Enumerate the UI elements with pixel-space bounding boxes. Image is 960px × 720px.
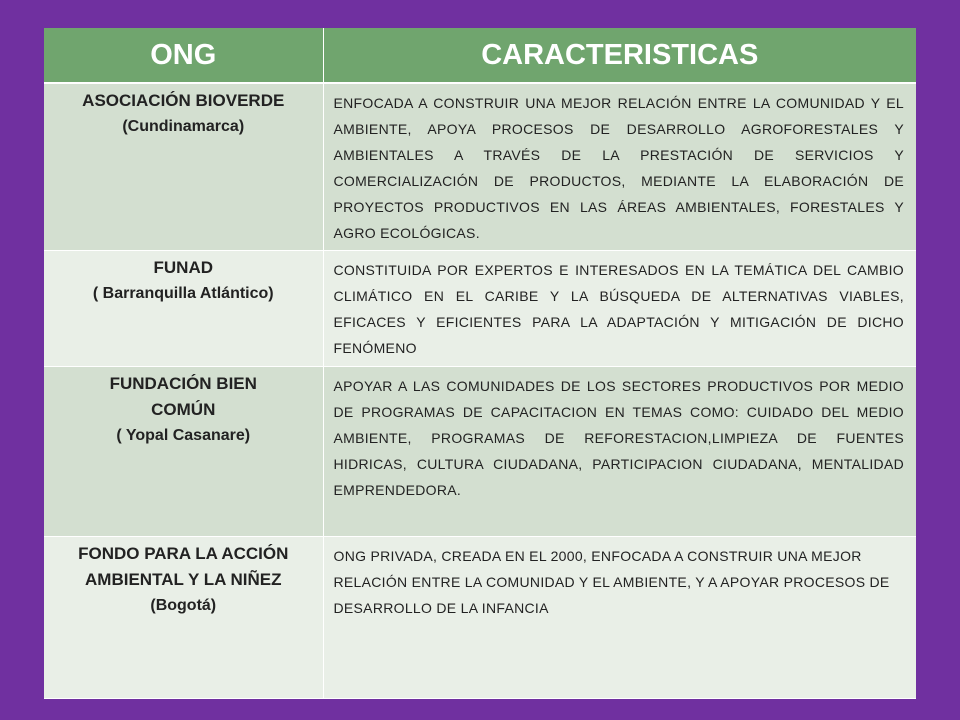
ong-name-cell xyxy=(44,83,323,251)
ong-location: ( Yopal Casanare) xyxy=(116,427,251,444)
ong-name-cell xyxy=(44,367,323,537)
ong-name: FUNDACIÓN BIEN xyxy=(109,374,257,393)
ong-location: (Bogotá) xyxy=(150,597,217,614)
ong-name: AMBIENTAL Y LA NIÑEZ xyxy=(85,570,282,589)
ong-description: CONSTITUIDA POR EXPERTOS E INTERESADOS EN LA TEMÁTICA DEL CAMBIO CLIMÁTICO EN EL CARIBE Y LA BÚSQUEDA DE ALTERNATIVAS VIABLES, EFICACES Y EFICIENTES PARA LA ADAPTACIÓN Y MITIGACIÓN DE DICHO FENÓMENO xyxy=(323,251,916,367)
ong-location: ( Barranquilla Atlántico) xyxy=(92,285,274,302)
ong-description: ONG PRIVADA, CREADA EN EL 2000, ENFOCADA A CONSTRUIR UNA MEJOR RELACIÓN ENTRE LA COMUNIDAD Y EL AMBIENTE, Y A APOYAR PROCESOS DE DESARROLLO DE LA INFANCIA xyxy=(323,537,916,699)
ong-name-cell xyxy=(44,251,323,367)
ong-name: FONDO PARA LA ACCIÓN xyxy=(78,544,289,563)
ong-description: ENFOCADA A CONSTRUIR UNA MEJOR RELACIÓN ENTRE LA COMUNIDAD Y EL AMBIENTE, APOYA PROCESOS DE DESARROLLO AGROFORESTALES Y AMBIENTALES A TRAVÉS DE LA PRESTACIÓN DE SERVICIOS Y COMERCIALIZACIÓN DE PRODUCTOS, MEDIANTE LA ELABORACIÓN DE PROYECTOS PRODUCTIVOS EN LAS ÁREAS AMBIENTALES, FORESTALES Y AGRO ECOLÓGICAS. xyxy=(323,83,916,251)
table-row xyxy=(44,83,916,251)
ong-description: APOYAR A LAS COMUNIDADES DE LOS SECTORES PRODUCTIVOS POR MEDIO DE PROGRAMAS DE CAPACITACION EN TEMAS COMO: CUIDADO DEL MEDIO AMBIENTE, PROGRAMAS DE REFORESTACION,LIMPIEZA DE FUENTES HIDRICAS, CULTURA CIUDADANA, PARTICIPACION CIUDADANA, MENTALIDAD EMPRENDEDORA. xyxy=(323,367,916,537)
table-row xyxy=(44,251,916,367)
ong-location: (Cundinamarca) xyxy=(122,118,245,135)
header-ong: ONG xyxy=(44,28,323,83)
header-caracteristicas: CARACTERISTICAS xyxy=(323,28,916,83)
ong-name: FUNAD xyxy=(153,258,213,277)
table-row xyxy=(44,367,916,537)
ong-name: COMÚN xyxy=(151,400,216,419)
ong-table xyxy=(44,28,916,699)
ong-name-cell xyxy=(44,537,323,699)
table-header-row xyxy=(44,28,916,83)
ong-name: ASOCIACIÓN BIOVERDE xyxy=(82,91,285,110)
table-row xyxy=(44,537,916,699)
